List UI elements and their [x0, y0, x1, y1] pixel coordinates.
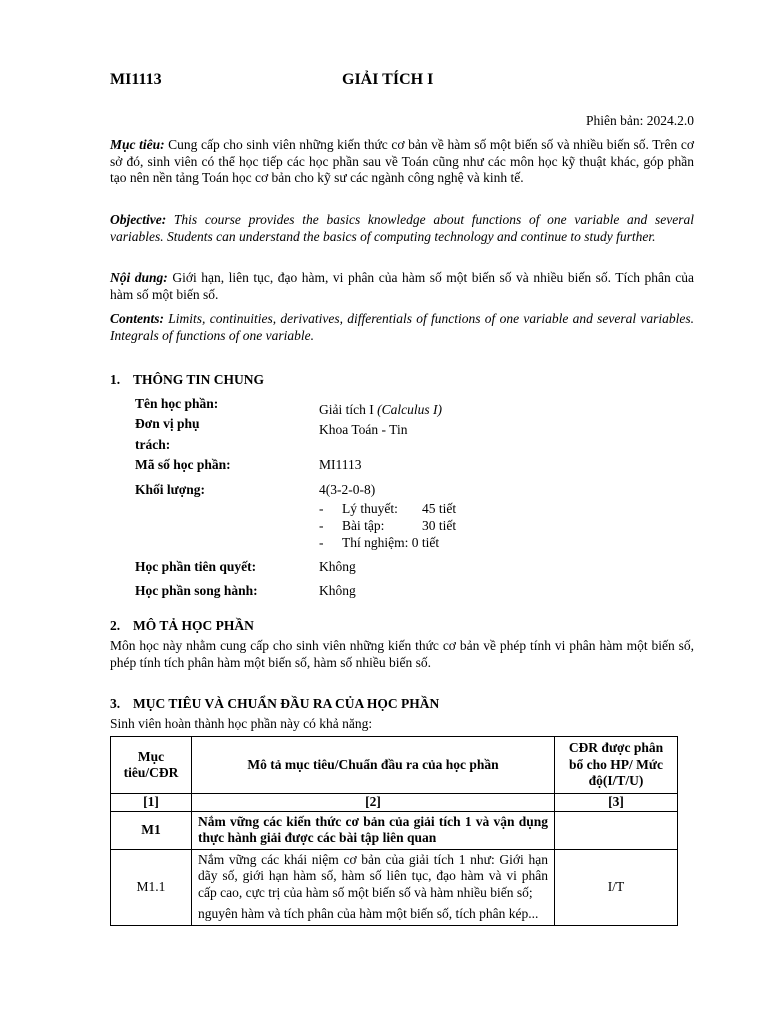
table-cell-id: M1.1 — [111, 849, 192, 925]
load-item-lab — [319, 535, 439, 552]
course-name-value — [319, 402, 442, 419]
table-cell-level: I/T — [555, 849, 678, 925]
load-label: Khối lượng: — [135, 482, 205, 497]
section-number: 2. — [110, 618, 121, 633]
list-dash: - — [319, 501, 324, 516]
table-index-row — [111, 794, 678, 812]
prereq-label: Học phần tiên quyết: — [135, 559, 257, 574]
table-cell-desc — [192, 849, 555, 925]
section-number: 3. — [110, 696, 121, 711]
section-title: MỤC TIÊU VÀ CHUẨN ĐẦU RA CỦA HỌC PHẦN — [133, 696, 440, 711]
section-heading-general-info — [110, 372, 264, 389]
table-header-cell: Mục tiêu/CĐR — [111, 737, 192, 794]
load-item-key: Lý thuyết: — [342, 501, 398, 516]
load-item-key: Bài tập: — [342, 518, 385, 533]
section-title: THÔNG TIN CHUNG — [133, 372, 265, 387]
table-row — [111, 811, 678, 849]
objective-label: Objective: — [110, 212, 167, 227]
table-cell-level — [555, 811, 678, 849]
load-item-value: 45 tiết — [422, 501, 457, 516]
course-header — [110, 72, 694, 92]
goal-paragraph — [110, 137, 694, 187]
course-name-en: (Calculus I) — [377, 402, 442, 417]
table-cell-desc-part: nguyên hàm và tích phân của hàm một biến số, tích phân kép... — [198, 906, 539, 921]
table-cell-desc: Nắm vững các kiến thức cơ bản của giải tích 1 và vận dụng thực hành giải được các bài tập liên quan — [192, 811, 555, 849]
course-name-vi: Giải tích I — [319, 402, 378, 417]
table-header-cell: Mô tả mục tiêu/Chuẩn đầu ra của học phần — [192, 737, 555, 794]
load-item-value: 30 tiết — [422, 518, 457, 533]
outcomes-table — [110, 736, 678, 926]
list-dash: - — [319, 518, 324, 533]
table-header-row — [111, 737, 678, 794]
parallel-label: Học phần song hành: — [135, 583, 258, 598]
list-dash: - — [319, 535, 324, 550]
unit-value: Khoa Toán - Tin — [319, 422, 408, 437]
prereq-value: Không — [319, 559, 356, 574]
goal-text: Cung cấp cho sinh viên những kiến thức cơ bản về hàm số một biến số và nhiều biến số. Trên cơ sở đó, sinh viên có thể học tiếp các học phần sau về Toán cũng như các môn học kỹ thuật khác, góp phần tạo nên nền tảng Toán học cơ bản cho kỹ sư các ngành công nghệ và kinh tế. — [110, 137, 694, 185]
section-heading-outcomes — [110, 696, 439, 713]
unit-label-line1: Đơn vị phụ — [135, 416, 200, 431]
course-description: Môn học này nhằm cung cấp cho sinh viên những kiến thức cơ bản về phép tính vi phân hàm một biến số, phép tính tích phân hàm một biến số, hàm số nhiều biến số. — [110, 638, 694, 670]
contents-paragraph — [110, 311, 694, 344]
course-name-label: Tên học phần: — [135, 396, 219, 411]
table-cell-desc-part: Nắm vững các khái niệm cơ bản của giải tích 1 như: Giới hạn dãy số, giới hạn hàm số, hàm số liên tục, đạo hàm và vi phân cấp cao, cực trị của hàm số một biến số và hàm nhiều biến số; — [198, 851, 548, 900]
table-cell: [1] — [111, 794, 192, 812]
code-value: MI1113 — [319, 457, 362, 472]
objective-paragraph — [110, 212, 694, 245]
content-paragraph — [110, 270, 694, 303]
parallel-value: Không — [319, 583, 356, 598]
section-heading-description — [110, 618, 254, 635]
objective-text: This course provides the basics knowledge about functions of one variable and several variables. Students can understand the basics of computing technology and continue to study further. — [110, 212, 694, 244]
load-item-value: 0 tiết — [411, 535, 440, 550]
code-label: Mã số học phần: — [135, 457, 231, 472]
load-item-exercise — [319, 518, 456, 535]
content-text: Giới hạn, liên tục, đạo hàm, vi phân của hàm số một biến số và nhiều biến số. Tích phân của hàm số một biến số. — [110, 270, 695, 302]
load-item-theory — [319, 501, 456, 518]
version-label: Phiên bản: 2024.2.0 — [586, 113, 694, 128]
course-code: MI1113 — [110, 71, 162, 88]
table-cell: [2] — [192, 794, 555, 812]
load-item-key: Thí nghiệm: — [342, 535, 409, 550]
table-header-cell: CĐR được phân bổ cho HP/ Mức độ(I/T/U) — [555, 737, 678, 794]
load-value: 4(3-2-0-8) — [319, 482, 376, 497]
unit-label-line2: trách: — [135, 437, 171, 452]
outcomes-intro: Sinh viên hoàn thành học phần này có khả năng: — [110, 716, 373, 731]
section-number: 1. — [110, 372, 121, 387]
course-title: GIẢI TÍCH I — [342, 71, 434, 88]
table-row — [111, 849, 678, 925]
contents-label: Contents: — [110, 311, 165, 326]
table-cell-id: M1 — [111, 811, 192, 849]
section-title: MÔ TẢ HỌC PHẦN — [133, 618, 254, 633]
contents-text: Limits, continuities, derivatives, differentials of functions of one variable and several variables. Integrals of functions of one variable. — [110, 311, 694, 343]
table-cell: [3] — [555, 794, 678, 812]
content-label: Nội dung: — [110, 270, 168, 285]
goal-label: Mục tiêu: — [110, 137, 165, 152]
